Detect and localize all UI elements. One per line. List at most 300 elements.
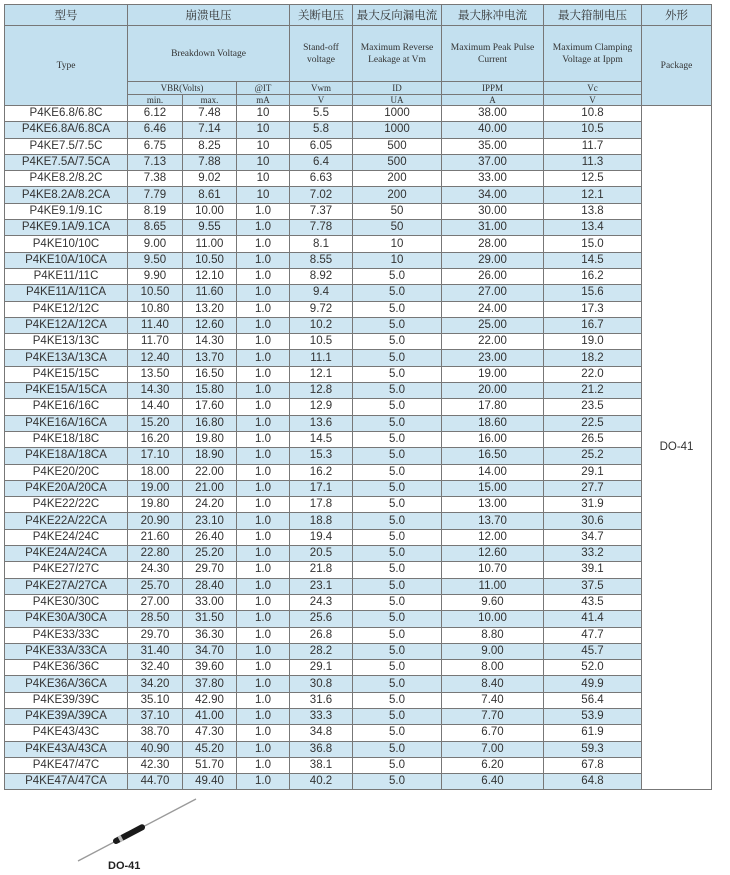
cell-vbr-min: 10.80 (128, 301, 183, 317)
cell-it: 1.0 (237, 676, 290, 692)
table-row (5, 431, 712, 447)
cell-id: 5.0 (353, 448, 442, 464)
cell-vc: 27.7 (544, 480, 642, 496)
table-row (5, 660, 712, 676)
table-row (5, 741, 712, 757)
table-row (5, 513, 712, 529)
cell-type: P4KE22/22C (5, 497, 128, 513)
cell-vc: 12.1 (544, 187, 642, 203)
cell-it: 1.0 (237, 268, 290, 284)
cell-vbr-max: 13.70 (183, 350, 237, 366)
cell-vbr-min: 32.40 (128, 660, 183, 676)
cell-vbr-max: 12.60 (183, 317, 237, 333)
cell-vbr-max: 7.48 (183, 106, 237, 122)
cell-vbr-min: 42.30 (128, 757, 183, 773)
cell-ippm: 7.00 (442, 741, 544, 757)
table-row (5, 220, 712, 236)
cell-vbr-min: 20.90 (128, 513, 183, 529)
cell-id: 5.0 (353, 627, 442, 643)
cell-vbr-min: 6.12 (128, 106, 183, 122)
table-row (5, 725, 712, 741)
cell-id: 5.0 (353, 350, 442, 366)
cell-vbr-max: 19.80 (183, 431, 237, 447)
cell-vbr-max: 8.61 (183, 187, 237, 203)
cell-vbr-max: 13.20 (183, 301, 237, 317)
cell-ippm: 8.40 (442, 676, 544, 692)
cell-ippm: 40.00 (442, 122, 544, 138)
cell-it: 1.0 (237, 431, 290, 447)
cell-vwm: 13.6 (290, 415, 353, 431)
table-row (5, 497, 712, 513)
cell-vbr-max: 42.90 (183, 692, 237, 708)
header-zh-breakdown: 崩溃电压 (128, 5, 290, 26)
cell-type: P4KE12/12C (5, 301, 128, 317)
cell-vbr-min: 19.80 (128, 497, 183, 513)
cell-vwm: 24.3 (290, 594, 353, 610)
cell-vbr-min: 35.10 (128, 692, 183, 708)
table-row (5, 578, 712, 594)
cell-ippm: 34.00 (442, 187, 544, 203)
cell-ippm: 30.00 (442, 203, 544, 219)
cell-vc: 56.4 (544, 692, 642, 708)
cell-it: 10 (237, 171, 290, 187)
cell-vbr-min: 19.00 (128, 480, 183, 496)
cell-type: P4KE10/10C (5, 236, 128, 252)
cell-vwm: 10.5 (290, 334, 353, 350)
cell-vwm: 12.9 (290, 399, 353, 415)
cell-vbr-max: 9.02 (183, 171, 237, 187)
cell-id: 5.0 (353, 725, 442, 741)
cell-ippm: 23.00 (442, 350, 544, 366)
table-row (5, 138, 712, 154)
cell-type: P4KE6.8A/6.8CA (5, 122, 128, 138)
cell-it: 1.0 (237, 692, 290, 708)
table-row (5, 399, 712, 415)
cell-vbr-max: 26.40 (183, 529, 237, 545)
header-package: Package (642, 26, 712, 106)
cell-it: 1.0 (237, 513, 290, 529)
cell-it: 10 (237, 122, 290, 138)
cell-type: P4KE18/18C (5, 431, 128, 447)
cell-vwm: 33.3 (290, 708, 353, 724)
cell-vbr-min: 8.19 (128, 203, 183, 219)
cell-ippm: 15.00 (442, 480, 544, 496)
cell-vbr-max: 45.20 (183, 741, 237, 757)
cell-it: 1.0 (237, 448, 290, 464)
cell-vwm: 17.1 (290, 480, 353, 496)
cell-ippm: 14.00 (442, 464, 544, 480)
cell-vbr-min: 18.00 (128, 464, 183, 480)
cell-type: P4KE24A/24CA (5, 546, 128, 562)
cell-type: P4KE10A/10CA (5, 252, 128, 268)
cell-vwm: 26.8 (290, 627, 353, 643)
header-zh-standoff: 关断电压 (290, 5, 353, 26)
cell-ippm: 24.00 (442, 301, 544, 317)
header-vbr: VBR(Volts) (128, 82, 237, 95)
cell-id: 5.0 (353, 578, 442, 594)
cell-vbr-max: 29.70 (183, 562, 237, 578)
cell-type: P4KE15A/15CA (5, 383, 128, 399)
cell-type: P4KE15/15C (5, 366, 128, 382)
cell-type: P4KE16A/16CA (5, 415, 128, 431)
cell-ippm: 18.60 (442, 415, 544, 431)
cell-vbr-max: 18.90 (183, 448, 237, 464)
cell-type: P4KE16/16C (5, 399, 128, 415)
cell-type: P4KE30/30C (5, 594, 128, 610)
cell-vbr-min: 27.00 (128, 594, 183, 610)
cell-id: 200 (353, 171, 442, 187)
cell-id: 500 (353, 154, 442, 170)
cell-vwm: 28.2 (290, 643, 353, 659)
table-row (5, 464, 712, 480)
cell-vbr-max: 9.55 (183, 220, 237, 236)
cell-vbr-max: 22.00 (183, 464, 237, 480)
cell-vbr-max: 47.30 (183, 725, 237, 741)
do41-diode-icon (70, 795, 200, 865)
cell-vbr-max: 36.30 (183, 627, 237, 643)
cell-it: 1.0 (237, 285, 290, 301)
cell-vc: 16.2 (544, 268, 642, 284)
cell-vc: 12.5 (544, 171, 642, 187)
cell-vc: 13.8 (544, 203, 642, 219)
cell-vwm: 36.8 (290, 741, 353, 757)
table-row (5, 480, 712, 496)
cell-vbr-min: 12.40 (128, 350, 183, 366)
table-row (5, 317, 712, 333)
table-row (5, 187, 712, 203)
cell-ippm: 20.00 (442, 383, 544, 399)
cell-id: 5.0 (353, 301, 442, 317)
table-row (5, 692, 712, 708)
cell-it: 1.0 (237, 546, 290, 562)
cell-ippm: 7.40 (442, 692, 544, 708)
cell-it: 1.0 (237, 497, 290, 513)
cell-type: P4KE30A/30CA (5, 611, 128, 627)
cell-it: 1.0 (237, 741, 290, 757)
cell-ippm: 9.00 (442, 643, 544, 659)
cell-type: P4KE20/20C (5, 464, 128, 480)
cell-vwm: 20.5 (290, 546, 353, 562)
cell-ippm: 37.00 (442, 154, 544, 170)
cell-ippm: 19.00 (442, 366, 544, 382)
cell-type: P4KE13/13C (5, 334, 128, 350)
cell-vc: 10.8 (544, 106, 642, 122)
cell-ippm: 28.00 (442, 236, 544, 252)
cell-vc: 49.9 (544, 676, 642, 692)
cell-vbr-min: 29.70 (128, 627, 183, 643)
diagram-caption: DO-41 (108, 860, 141, 872)
cell-id: 5.0 (353, 594, 442, 610)
cell-ippm: 6.70 (442, 725, 544, 741)
cell-ippm: 29.00 (442, 252, 544, 268)
cell-type: P4KE27A/27CA (5, 578, 128, 594)
cell-it: 1.0 (237, 643, 290, 659)
cell-id: 1000 (353, 106, 442, 122)
cell-id: 5.0 (353, 643, 442, 659)
cell-vwm: 17.8 (290, 497, 353, 513)
cell-id: 5.0 (353, 708, 442, 724)
cell-vc: 11.3 (544, 154, 642, 170)
header-max: max. (183, 95, 237, 106)
header-leakage: Maximum Reverse Leakage at Vm (353, 26, 442, 82)
cell-vwm: 6.63 (290, 171, 353, 187)
cell-type: P4KE47/47C (5, 757, 128, 773)
table-row (5, 562, 712, 578)
cell-vwm: 6.05 (290, 138, 353, 154)
cell-vbr-max: 8.25 (183, 138, 237, 154)
cell-vc: 67.8 (544, 757, 642, 773)
cell-vc: 29.1 (544, 464, 642, 480)
cell-vc: 33.2 (544, 546, 642, 562)
cell-type: P4KE36A/36CA (5, 676, 128, 692)
cell-it: 1.0 (237, 252, 290, 268)
header-en-row (5, 26, 712, 82)
cell-type: P4KE11A/11CA (5, 285, 128, 301)
cell-vbr-min: 9.50 (128, 252, 183, 268)
cell-ippm: 16.50 (442, 448, 544, 464)
cell-vbr-min: 6.75 (128, 138, 183, 154)
cell-vbr-min: 11.70 (128, 334, 183, 350)
header-unit-v: V (290, 95, 353, 106)
cell-it: 1.0 (237, 480, 290, 496)
cell-vwm: 23.1 (290, 578, 353, 594)
cell-vbr-min: 14.30 (128, 383, 183, 399)
header-unit-vc: V (544, 95, 642, 106)
cell-id: 5.0 (353, 268, 442, 284)
cell-vc: 34.7 (544, 529, 642, 545)
cell-ippm: 25.00 (442, 317, 544, 333)
spec-table (4, 4, 712, 790)
header-zh-peak: 最大脉冲电流 (442, 5, 544, 26)
cell-id: 5.0 (353, 497, 442, 513)
cell-vc: 37.5 (544, 578, 642, 594)
cell-type: P4KE43/43C (5, 725, 128, 741)
cell-vwm: 8.92 (290, 268, 353, 284)
cell-it: 1.0 (237, 383, 290, 399)
cell-vbr-max: 15.80 (183, 383, 237, 399)
cell-type: P4KE39A/39CA (5, 708, 128, 724)
table-row (5, 236, 712, 252)
cell-vc: 59.3 (544, 741, 642, 757)
header-standoff: Stand-off voltage (290, 26, 353, 82)
header-zh-clamping: 最大箝制电压 (544, 5, 642, 26)
cell-vc: 41.4 (544, 611, 642, 627)
cell-type: P4KE9.1A/9.1CA (5, 220, 128, 236)
cell-vbr-min: 9.90 (128, 268, 183, 284)
cell-vbr-max: 23.10 (183, 513, 237, 529)
cell-id: 5.0 (353, 415, 442, 431)
table-row (5, 448, 712, 464)
cell-vc: 15.0 (544, 236, 642, 252)
table-row (5, 171, 712, 187)
cell-vc: 21.2 (544, 383, 642, 399)
header-unit-ua: UA (353, 95, 442, 106)
cell-it: 1.0 (237, 562, 290, 578)
cell-vbr-max: 14.30 (183, 334, 237, 350)
cell-vbr-min: 11.40 (128, 317, 183, 333)
cell-it: 1.0 (237, 660, 290, 676)
cell-vwm: 15.3 (290, 448, 353, 464)
table-row (5, 594, 712, 610)
cell-vbr-min: 15.20 (128, 415, 183, 431)
cell-id: 5.0 (353, 317, 442, 333)
cell-ippm: 6.20 (442, 757, 544, 773)
cell-id: 5.0 (353, 741, 442, 757)
cell-id: 50 (353, 203, 442, 219)
cell-vbr-max: 51.70 (183, 757, 237, 773)
cell-vwm: 11.1 (290, 350, 353, 366)
cell-vbr-min: 31.40 (128, 643, 183, 659)
cell-vbr-min: 8.65 (128, 220, 183, 236)
cell-vbr-max: 16.50 (183, 366, 237, 382)
cell-it: 1.0 (237, 757, 290, 773)
cell-type: P4KE22A/22CA (5, 513, 128, 529)
cell-vbr-max: 10.50 (183, 252, 237, 268)
cell-vbr-min: 37.10 (128, 708, 183, 724)
table-row (5, 643, 712, 659)
table-row (5, 774, 712, 790)
cell-id: 5.0 (353, 464, 442, 480)
cell-vwm: 5.5 (290, 106, 353, 122)
cell-it: 1.0 (237, 236, 290, 252)
cell-id: 5.0 (353, 334, 442, 350)
cell-vwm: 6.4 (290, 154, 353, 170)
cell-ippm: 12.60 (442, 546, 544, 562)
cell-vwm: 18.8 (290, 513, 353, 529)
cell-vbr-max: 7.88 (183, 154, 237, 170)
table-row (5, 611, 712, 627)
cell-vbr-min: 14.40 (128, 399, 183, 415)
cell-ippm: 12.00 (442, 529, 544, 545)
cell-it: 1.0 (237, 301, 290, 317)
table-row (5, 154, 712, 170)
header-it: @IT (237, 82, 290, 95)
cell-type: P4KE8.2/8.2C (5, 171, 128, 187)
cell-it: 1.0 (237, 366, 290, 382)
table-row (5, 627, 712, 643)
cell-vwm: 7.02 (290, 187, 353, 203)
cell-it: 1.0 (237, 725, 290, 741)
header-peak: Maximum Peak Pulse Current (442, 26, 544, 82)
cell-vc: 16.7 (544, 317, 642, 333)
cell-package: DO-41 (642, 106, 712, 790)
cell-ippm: 22.00 (442, 334, 544, 350)
cell-vbr-min: 7.79 (128, 187, 183, 203)
cell-vc: 17.3 (544, 301, 642, 317)
table-row (5, 285, 712, 301)
table-row (5, 757, 712, 773)
cell-type: P4KE20A/20CA (5, 480, 128, 496)
cell-vwm: 38.1 (290, 757, 353, 773)
cell-type: P4KE27/27C (5, 562, 128, 578)
cell-type: P4KE7.5/7.5C (5, 138, 128, 154)
cell-type: P4KE39/39C (5, 692, 128, 708)
cell-vbr-min: 9.00 (128, 236, 183, 252)
cell-id: 5.0 (353, 513, 442, 529)
table-row (5, 301, 712, 317)
cell-vc: 22.5 (544, 415, 642, 431)
cell-id: 1000 (353, 122, 442, 138)
table-row (5, 252, 712, 268)
table-row (5, 383, 712, 399)
cell-vbr-max: 33.00 (183, 594, 237, 610)
cell-vc: 52.0 (544, 660, 642, 676)
table-row (5, 122, 712, 138)
cell-vc: 47.7 (544, 627, 642, 643)
cell-vbr-max: 11.60 (183, 285, 237, 301)
header-ippm: IPPM (442, 82, 544, 95)
cell-id: 5.0 (353, 676, 442, 692)
cell-vbr-max: 34.70 (183, 643, 237, 659)
cell-type: P4KE18A/18CA (5, 448, 128, 464)
cell-it: 1.0 (237, 578, 290, 594)
cell-id: 5.0 (353, 660, 442, 676)
header-vc: Vc (544, 82, 642, 95)
cell-id: 5.0 (353, 562, 442, 578)
cell-vbr-min: 40.90 (128, 741, 183, 757)
header-unit-a: A (442, 95, 544, 106)
cell-vbr-min: 34.20 (128, 676, 183, 692)
cell-vwm: 8.55 (290, 252, 353, 268)
cell-ippm: 8.00 (442, 660, 544, 676)
table-row (5, 529, 712, 545)
cell-vbr-min: 28.50 (128, 611, 183, 627)
cell-type: P4KE24/24C (5, 529, 128, 545)
cell-it: 10 (237, 154, 290, 170)
cell-vc: 64.8 (544, 774, 642, 790)
cell-id: 5.0 (353, 611, 442, 627)
cell-it: 1.0 (237, 611, 290, 627)
cell-vc: 10.5 (544, 122, 642, 138)
cell-vwm: 21.8 (290, 562, 353, 578)
cell-id: 5.0 (353, 529, 442, 545)
cell-vwm: 16.2 (290, 464, 353, 480)
cell-ippm: 11.00 (442, 578, 544, 594)
cell-it: 1.0 (237, 350, 290, 366)
header-vwm: Vwm (290, 82, 353, 95)
cell-vbr-max: 7.14 (183, 122, 237, 138)
cell-vbr-min: 10.50 (128, 285, 183, 301)
cell-vwm: 34.8 (290, 725, 353, 741)
cell-vc: 11.7 (544, 138, 642, 154)
cell-id: 5.0 (353, 285, 442, 301)
header-min: min. (128, 95, 183, 106)
cell-it: 1.0 (237, 415, 290, 431)
cell-it: 1.0 (237, 220, 290, 236)
cell-vbr-max: 12.10 (183, 268, 237, 284)
cell-it: 1.0 (237, 594, 290, 610)
cell-vbr-min: 17.10 (128, 448, 183, 464)
cell-vwm: 7.78 (290, 220, 353, 236)
header-breakdown: Breakdown Voltage (128, 26, 290, 82)
cell-it: 1.0 (237, 399, 290, 415)
cell-vwm: 9.4 (290, 285, 353, 301)
cell-vc: 19.0 (544, 334, 642, 350)
cell-vwm: 31.6 (290, 692, 353, 708)
header-zh-leakage: 最大反向漏电流 (353, 5, 442, 26)
cell-vwm: 12.1 (290, 366, 353, 382)
cell-type: P4KE36/36C (5, 660, 128, 676)
cell-vbr-min: 16.20 (128, 431, 183, 447)
cell-vc: 18.2 (544, 350, 642, 366)
table-row (5, 106, 712, 122)
cell-ippm: 8.80 (442, 627, 544, 643)
cell-ippm: 26.00 (442, 268, 544, 284)
cell-vbr-min: 7.38 (128, 171, 183, 187)
header-zh-row (5, 5, 712, 26)
cell-it: 1.0 (237, 464, 290, 480)
cell-ippm: 38.00 (442, 106, 544, 122)
